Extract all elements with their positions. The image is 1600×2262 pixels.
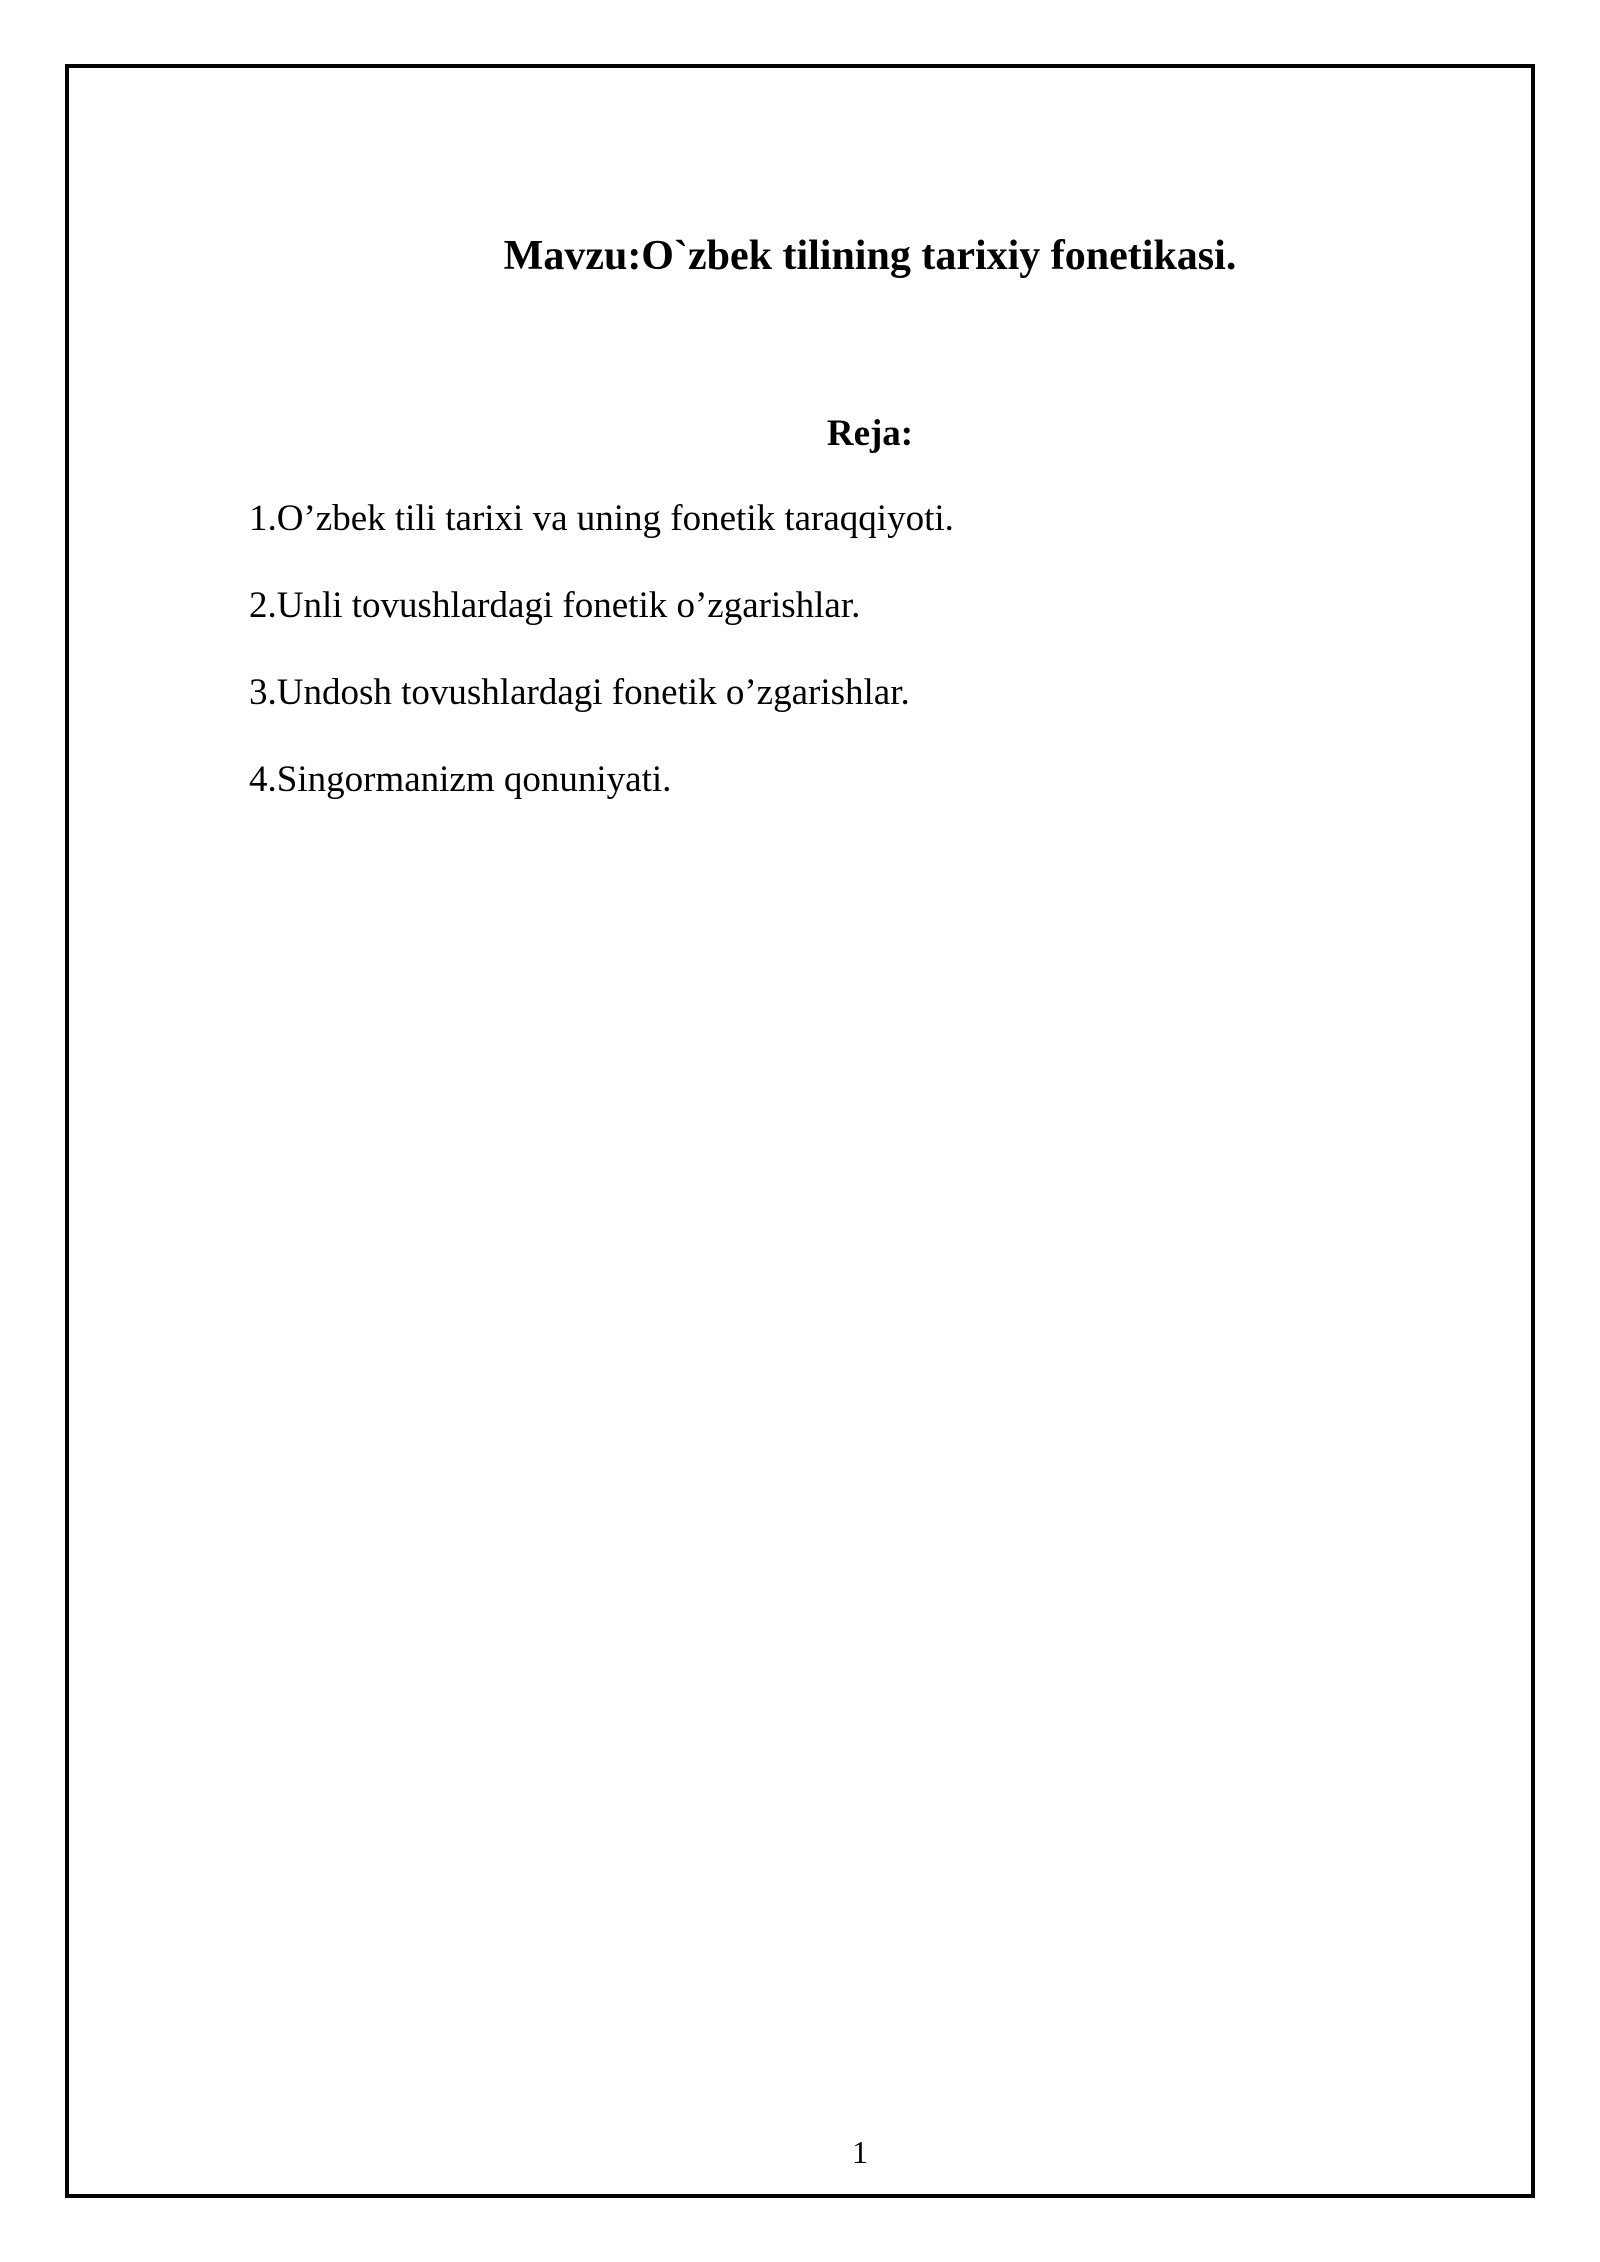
plan-heading: Reja: <box>826 413 914 454</box>
plan-item: 1.O’zbek tili tarixi va uning fonetik taraqqiyoti. <box>249 498 954 539</box>
plan-item: 3.Undosh tovushlardagi fonetik o’zgarishlar. <box>249 672 910 713</box>
document-title: Mavzu:O`zbek tilining tarixiy fonetikasi. <box>503 233 1237 279</box>
page-number: 1 <box>852 2134 868 2170</box>
plan-item: 4.Singormanizm qonuniyati. <box>249 759 672 800</box>
plan-list <box>249 493 954 841</box>
page-border <box>65 64 1535 2198</box>
plan-item: 2.Unli tovushlardagi fonetik o’zgarishlar. <box>249 585 861 626</box>
